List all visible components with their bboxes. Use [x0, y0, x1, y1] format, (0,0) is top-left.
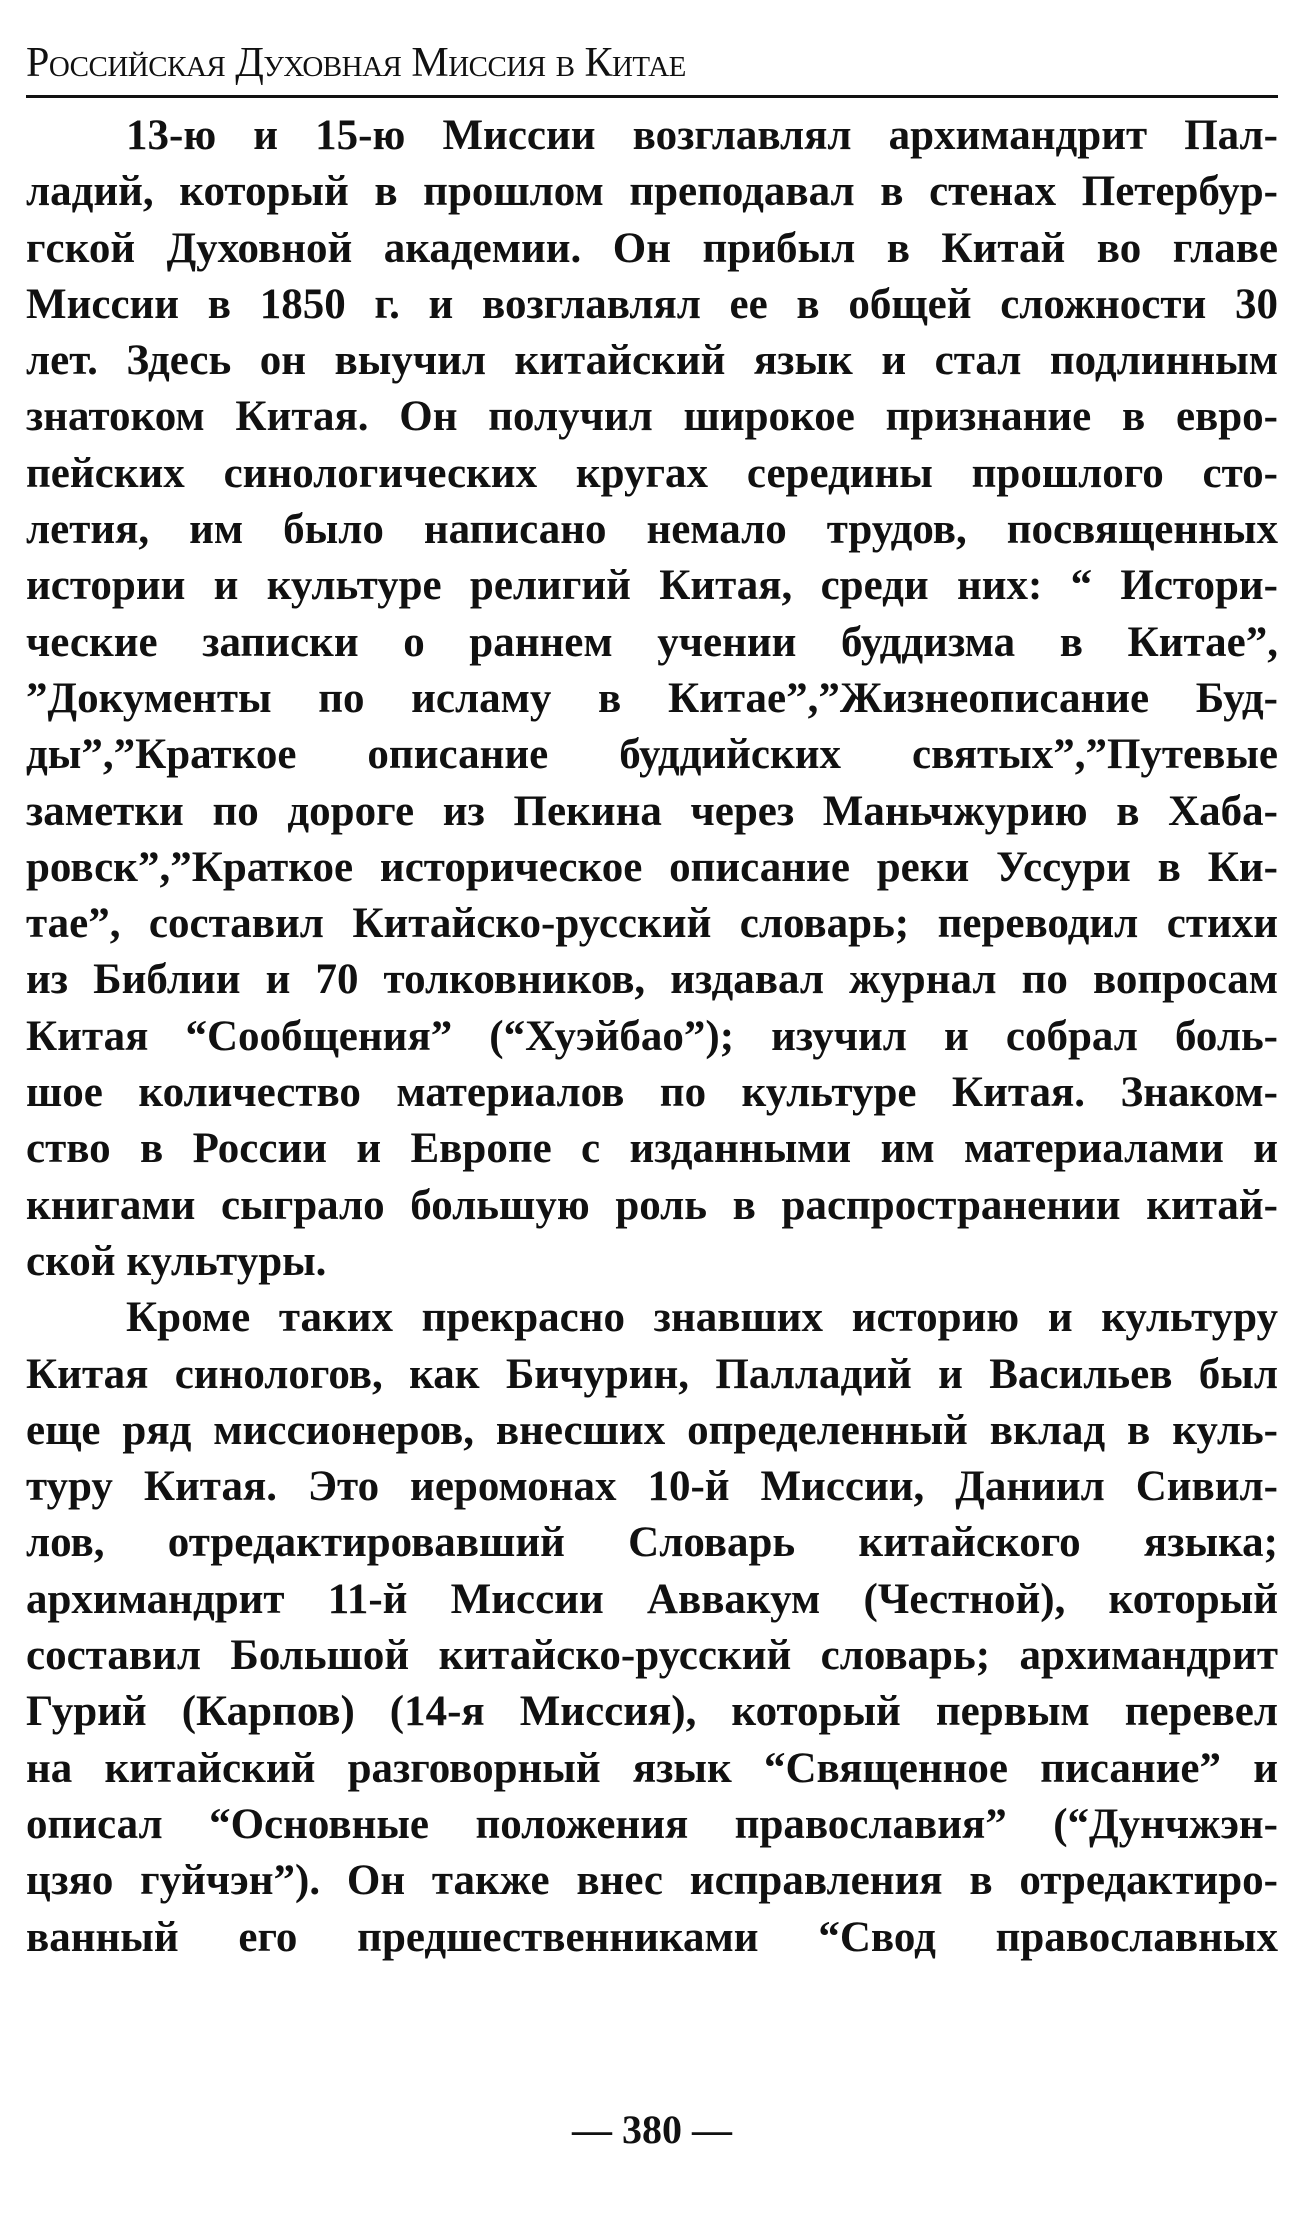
text-line: лов, отредактировавший Словарь китайского языка; — [26, 1519, 1278, 1567]
running-head: Российская Духовная Миссия в Китае — [26, 40, 686, 86]
text-line: истории и культуре религий Китая, среди них: “ Истори- — [26, 562, 1278, 610]
text-line: ды”,”Краткое описание буддийских святых”,”Путевые — [26, 731, 1278, 779]
text-line: Миссии в 1850 г. и возглавлял ее в общей сложности 30 — [26, 280, 1278, 328]
text-line: Китая синологов, как Бичурин, Палладий и Васильев был — [26, 1350, 1278, 1398]
text-line: шое количество материалов по культуре Китая. Знаком- — [26, 1069, 1278, 1117]
text-line: лет. Здесь он выучил китайский язык и стал подлинным — [26, 337, 1278, 385]
text-line: заметки по дороге из Пекина через Маньчжурию в Хаба- — [26, 787, 1278, 835]
text-line: на китайский разговорный язык “Священное писание” и — [26, 1744, 1278, 1792]
text-line: ство в России и Европе с изданными им материалами и — [26, 1125, 1278, 1173]
text-line: ванный его предшественниками “Свод православных — [26, 1913, 1278, 1961]
text-line: Гурий (Карпов) (14-я Миссия), который первым перевел — [26, 1688, 1278, 1736]
body-text — [26, 108, 1278, 1966]
text-line: знатоком Китая. Он получил широкое признание в евро- — [26, 393, 1278, 441]
text-line: ческие записки о раннем учении буддизма в Китае”, — [26, 618, 1278, 666]
text-line: описал “Основные положения православия” (“Дунчжэн- — [26, 1800, 1278, 1848]
book-page — [26, 0, 1278, 2223]
text-line: ской культуры. — [26, 1237, 327, 1285]
text-line: цзяо гуйчэн”). Он также внес исправления в отредактиро- — [26, 1857, 1278, 1905]
header-rule — [26, 95, 1278, 98]
text-line: Кроме таких прекрасно знавших историю и культуру — [126, 1294, 1278, 1342]
text-line: книгами сыграло большую роль в распространении китай- — [26, 1181, 1278, 1229]
text-line: из Библии и 70 толковников, издавал журнал по вопросам — [26, 956, 1278, 1004]
text-line: летия, им было написано немало трудов, посвященных — [26, 506, 1278, 554]
text-line: туру Китая. Это иеромонах 10-й Миссии, Даниил Сивил- — [26, 1463, 1278, 1511]
text-line: ровск”,”Краткое историческое описание реки Уссури в Ки- — [26, 843, 1278, 891]
text-line: гской Духовной академии. Он прибыл в Китай во главе — [26, 224, 1278, 272]
text-line: ”Документы по исламу в Китае”,”Жизнеописание Буд- — [26, 674, 1278, 722]
text-line: составил Большой китайско-русский словарь; архимандрит — [26, 1632, 1278, 1680]
text-line: Китая “Сообщения” (“Хуэйбао”); изучил и собрал боль- — [26, 1012, 1278, 1060]
page-number: — 380 — — [572, 2107, 732, 2152]
text-line: 13-ю и 15-ю Миссии возглавлял архимандрит Пал- — [126, 112, 1278, 159]
text-line: ладий, который в прошлом преподавал в стенах Петербур- — [26, 168, 1278, 216]
text-line: архимандрит 11-й Миссии Аввакум (Честной), который — [26, 1575, 1278, 1623]
text-line: пейских синологических кругах середины прошлого сто- — [26, 449, 1278, 497]
text-line: тае”, составил Китайско-русский словарь; переводил стихи — [26, 900, 1278, 948]
text-line: еще ряд миссионеров, внесших определенный вклад в куль- — [26, 1406, 1278, 1454]
